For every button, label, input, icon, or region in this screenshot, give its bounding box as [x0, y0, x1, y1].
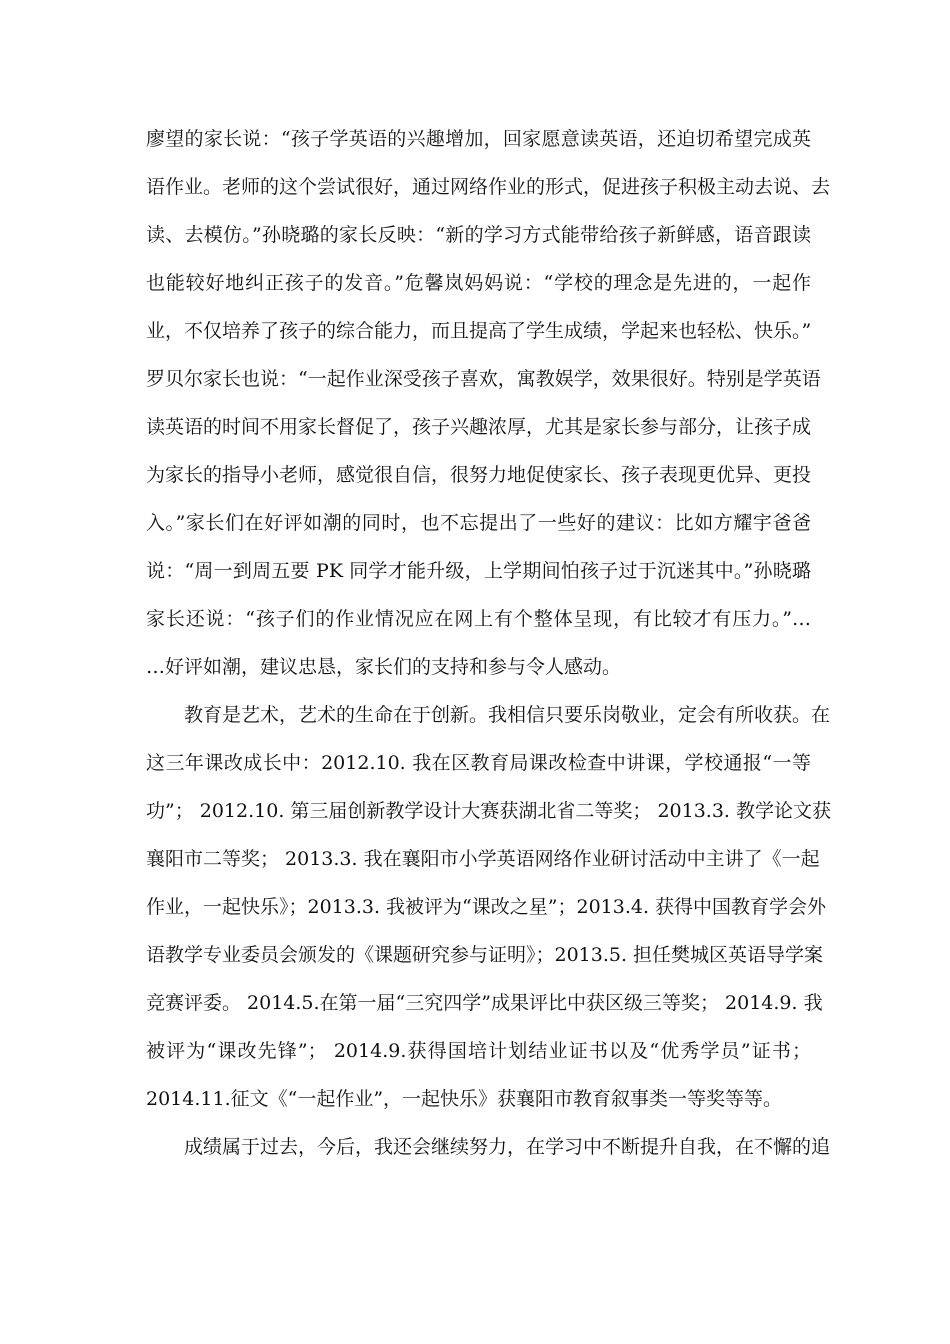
- text-line: 教育是艺术，艺术的生命在于创新。我相信只要乐岗敬业，定会有所收获。在: [184, 704, 831, 726]
- text-line: 2014.11.征文《“一起作业”，一起快乐》获襄阳市教育叙事类一等奖等等。: [146, 1088, 783, 1110]
- text-line: 业，不仅培养了孩子的综合能力，而且提高了学生成绩，学起来也轻松、快乐。”: [146, 320, 812, 342]
- text-line: 成绩属于过去，今后，我还会继续努力，在学习中不断提升自我，在不懈的追: [184, 1136, 831, 1158]
- text-line: 被评为“课改先锋”； 2014.9.获得国培计划结业证书以及“优秀学员”证书；: [146, 1040, 811, 1062]
- text-line: …好评如潮，建议忠恳，家长们的支持和参与令人感动。: [146, 656, 622, 678]
- text-line: 罗贝尔家长也说：“一起作业深受孩子喜欢，寓教娱学，效果很好。特别是学英语: [146, 368, 821, 390]
- text-line: 襄阳市二等奖； 2013.3. 我在襄阳市小学英语网络作业研讨活动中主讲了《一起: [146, 848, 820, 870]
- text-line: 语教学专业委员会颁发的《课题研究参与证明》；2013.5. 担任樊城区英语导学案: [146, 944, 824, 966]
- text-line: 作业，一起快乐》；2013.3. 我被评为“课改之星”；2013.4. 获得中国教育学会外: [146, 896, 827, 918]
- text-line: 为家长的指导小老师，感觉很自信，很努力地促使家长、孩子表现更优异、更投: [146, 464, 812, 486]
- text-line: 入。”家长们在好评如潮的同时，也不忘提出了一些好的建议：比如方耀宇爸爸: [146, 512, 811, 534]
- text-line: 读英语的时间不用家长督促了，孩子兴趣浓厚，尤其是家长参与部分，让孩子成: [146, 416, 812, 438]
- text-line: 语作业。老师的这个尝试很好，通过网络作业的形式，促进孩子积极主动去说、去: [146, 176, 831, 198]
- text-line: 也能较好地纠正孩子的发音。”危馨岚妈妈说：“学校的理念是先进的，一起作: [146, 272, 811, 294]
- text-line: 读、去模仿。”孙晓璐的家长反映：“新的学习方式能带给孩子新鲜感，语音跟读: [146, 224, 811, 246]
- text-line: 这三年课改成长中：2012.10. 我在区教育局课改检查中讲课，学校通报“一等: [146, 752, 811, 774]
- text-line: 家长还说：“孩子们的作业情况应在网上有个整体呈现，有比较才有压力。”…: [146, 608, 811, 630]
- text-line: 功”； 2012.10. 第三届创新教学设计大赛获湖北省二等奖； 2013.3. 教学论文获: [146, 800, 832, 822]
- text-line: 说：“周一到周五要 PK 同学才能升级，上学期间怕孩子过于沉迷其中。”孙晓璐: [146, 560, 811, 582]
- text-line: 竞赛评委。 2014.5.在第一届“三究四学”成果评比中获区级三等奖； 2014.9. 我: [146, 992, 823, 1014]
- text-line: 廖望的家长说：“孩子学英语的兴趣增加，回家愿意读英语，还迫切希望完成英: [146, 128, 811, 150]
- body-text: [146, 115, 832, 1171]
